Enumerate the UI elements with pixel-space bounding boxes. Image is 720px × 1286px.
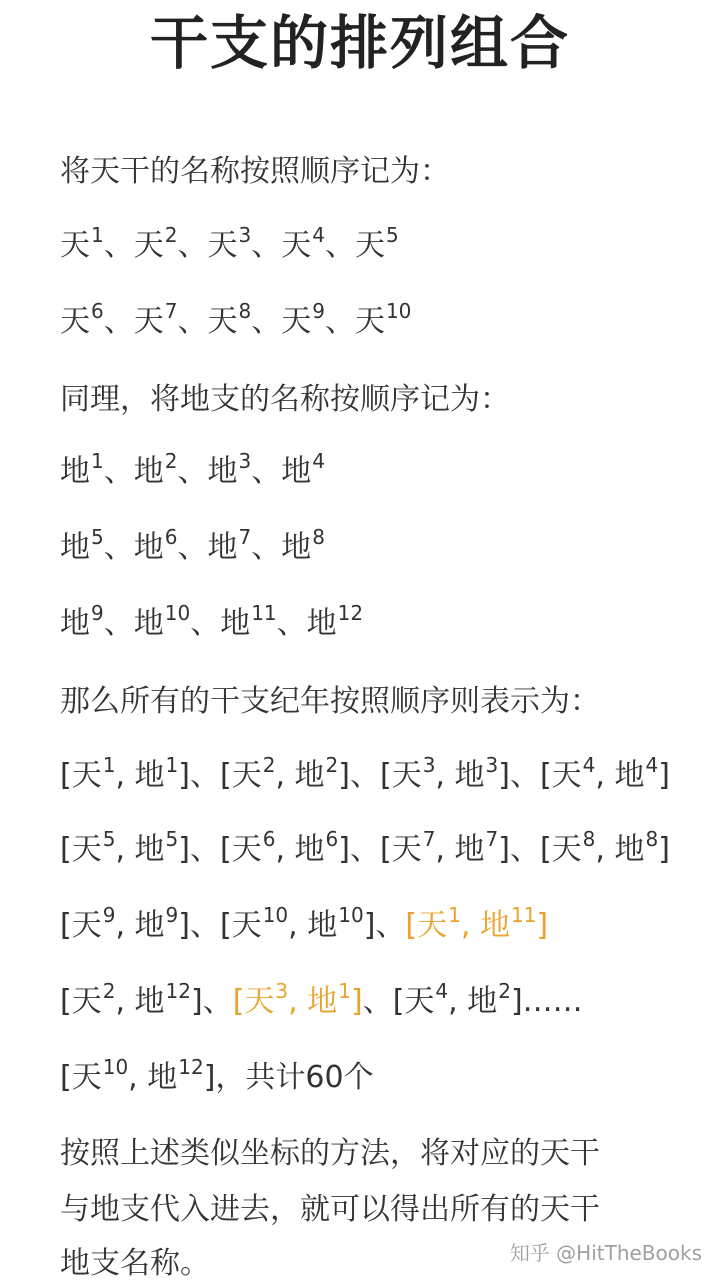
tian-char: 天 <box>244 984 275 1019</box>
di-char: 地 <box>60 606 90 641</box>
comma: , <box>595 832 615 867</box>
tian-index: 7 <box>164 299 178 323</box>
di-char: 地 <box>147 1060 178 1095</box>
separator: 、 <box>251 228 282 263</box>
comma: , <box>595 758 615 793</box>
di-char: 地 <box>134 984 165 1019</box>
di-char: 地 <box>133 454 164 489</box>
pair-row <box>60 979 583 1022</box>
tian-char: 天 <box>231 758 262 793</box>
ganzhi-pair <box>219 827 350 867</box>
conclusion-line-1: 按照上述类似坐标的方法，将对应的天干 <box>60 1136 600 1171</box>
di-index: 1 <box>338 979 351 1003</box>
tian-char: 天 <box>231 908 262 943</box>
di-char: 地 <box>133 606 164 641</box>
separator: 、 <box>509 832 540 867</box>
ganzhi-pair <box>60 1055 216 1095</box>
di-row <box>60 601 364 644</box>
tian-index: 5 <box>385 223 399 247</box>
di-index: 1 <box>165 753 179 777</box>
di-row <box>60 525 325 568</box>
di-index: 12 <box>165 979 191 1003</box>
tian-index: 1 <box>91 223 104 247</box>
bracket-open: [ <box>379 758 392 793</box>
separator: 、 <box>177 304 208 339</box>
di-char: 地 <box>294 758 325 793</box>
tian-char: 天 <box>71 758 102 793</box>
di-char: 地 <box>134 908 165 943</box>
tian-char: 天 <box>71 1060 102 1095</box>
tian-index: 6 <box>262 827 276 851</box>
tian-char: 天 <box>60 228 90 263</box>
di-index: 5 <box>165 827 179 851</box>
bracket-close: ] <box>178 832 190 867</box>
separator: 、 <box>103 606 134 641</box>
bracket-open: [ <box>219 758 232 793</box>
di-char: 地 <box>306 606 337 641</box>
comma: , <box>435 832 455 867</box>
ganzhi-pair <box>219 903 376 943</box>
bracket-close: ] <box>363 908 376 943</box>
di-char: 地 <box>307 984 338 1019</box>
watermark: 知乎 @HitTheBooks <box>509 1241 702 1265</box>
separator: 、 <box>509 758 540 793</box>
bracket-close: ] <box>178 908 190 943</box>
tian-char: 天 <box>354 228 385 263</box>
comma: , <box>448 984 468 1019</box>
tian-index: 6 <box>91 299 104 323</box>
di-index: 8 <box>645 827 659 851</box>
tian-index: 8 <box>582 827 596 851</box>
bracket-close: ] <box>203 1060 216 1095</box>
pair-row <box>60 827 670 870</box>
di-char: 地 <box>60 530 90 565</box>
di-index: 3 <box>238 449 252 473</box>
separator: 、 <box>251 304 282 339</box>
separator: 、 <box>177 228 208 263</box>
ganzhi-pair <box>539 753 670 793</box>
tian-char: 天 <box>391 758 422 793</box>
tian-char: 天 <box>551 758 582 793</box>
tian-index: 4 <box>582 753 596 777</box>
di-char: 地 <box>281 454 312 489</box>
ganzhi-pair <box>60 753 190 793</box>
tian-index: 3 <box>275 979 289 1003</box>
bracket-open: [ <box>219 832 232 867</box>
tian-index: 4 <box>435 979 449 1003</box>
bracket-close: ] <box>510 984 523 1019</box>
separator: 、 <box>251 454 282 489</box>
bracket-close: ] <box>338 832 350 867</box>
bracket-open: [ <box>60 832 72 867</box>
tian-index: 2 <box>102 979 116 1003</box>
di-index: 6 <box>325 827 339 851</box>
comma: , <box>128 1060 148 1095</box>
di-char: 地 <box>220 606 251 641</box>
comma: , <box>115 984 135 1019</box>
intro-tian-text: 将天干的名称按照顺序记为： <box>60 154 450 189</box>
di-index: 2 <box>164 449 178 473</box>
di-char: 地 <box>614 832 645 867</box>
bracket-close: ] <box>350 984 363 1019</box>
ganzhi-pair <box>539 827 670 867</box>
ganzhi-pair <box>379 753 510 793</box>
tian-index: 1 <box>102 753 116 777</box>
comma: , <box>115 758 135 793</box>
conclusion-line-2: 与地支代入进去，就可以得出所有的天干 <box>60 1192 600 1227</box>
di-char: 地 <box>479 908 510 943</box>
bracket-close: ] <box>536 908 549 943</box>
separator: 、 <box>362 984 393 1019</box>
di-index: 7 <box>485 827 499 851</box>
di-index: 2 <box>325 753 339 777</box>
tian-index: 10 <box>102 1055 129 1079</box>
di-char: 地 <box>207 530 238 565</box>
separator: 、 <box>177 530 208 565</box>
di-index: 11 <box>251 601 277 625</box>
di-index: 4 <box>645 753 659 777</box>
tian-index: 8 <box>238 299 252 323</box>
di-index: 11 <box>510 903 537 927</box>
separator: 、 <box>276 606 307 641</box>
ganzhi-pair <box>392 979 523 1019</box>
di-char: 地 <box>134 832 165 867</box>
tian-char: 天 <box>354 304 385 339</box>
di-index: 9 <box>91 601 104 625</box>
tian-index: 2 <box>262 753 276 777</box>
bracket-open: [ <box>379 832 392 867</box>
tian-index: 10 <box>262 903 289 927</box>
tian-char: 天 <box>207 304 238 339</box>
page-title: 干支的排列组合 <box>149 9 570 77</box>
pair-row <box>60 903 549 946</box>
pair-row <box>60 1055 374 1098</box>
separator: 、 <box>103 530 134 565</box>
tian-index: 5 <box>102 827 116 851</box>
di-char: 地 <box>281 530 312 565</box>
di-char: 地 <box>294 832 325 867</box>
tian-row <box>60 299 412 342</box>
separator: 、 <box>190 606 221 641</box>
ganzhi-pair <box>219 753 350 793</box>
di-index: 1 <box>91 449 104 473</box>
tian-index: 9 <box>102 903 116 927</box>
separator: 、 <box>189 758 220 793</box>
ganzhi-pair <box>60 979 203 1019</box>
tian-char: 天 <box>207 228 238 263</box>
di-index: 3 <box>485 753 499 777</box>
conclusion-line-3: 地支名称。 <box>60 1246 210 1281</box>
di-row <box>60 449 325 492</box>
bracket-open: [ <box>392 984 405 1019</box>
highlighted-pair <box>405 903 549 943</box>
tian-char: 天 <box>551 832 582 867</box>
bracket-open: [ <box>60 908 72 943</box>
comma: , <box>275 832 295 867</box>
row-suffix: ，共计60个 <box>215 1060 374 1095</box>
comma: , <box>115 832 135 867</box>
separator: 、 <box>349 758 380 793</box>
tian-char: 天 <box>71 984 102 1019</box>
tian-index: 3 <box>422 753 436 777</box>
di-char: 地 <box>60 454 90 489</box>
bracket-close: ] <box>338 758 350 793</box>
tian-char: 天 <box>404 984 435 1019</box>
bracket-open: [ <box>219 908 232 943</box>
tian-index: 1 <box>448 903 461 927</box>
tian-char: 天 <box>133 304 164 339</box>
separator: 、 <box>103 228 134 263</box>
highlighted-pair <box>232 979 363 1019</box>
row-suffix: …… <box>522 984 583 1019</box>
bracket-open: [ <box>539 758 552 793</box>
separator: 、 <box>202 984 233 1019</box>
tian-index: 10 <box>385 299 412 323</box>
comma: , <box>435 758 455 793</box>
bracket-open: [ <box>60 758 72 793</box>
tian-index: 2 <box>164 223 178 247</box>
tian-char: 天 <box>71 908 102 943</box>
bracket-close: ] <box>658 832 670 867</box>
comma: , <box>115 908 135 943</box>
tian-row <box>60 223 399 266</box>
tian-char: 天 <box>231 832 262 867</box>
di-char: 地 <box>614 758 645 793</box>
tian-char: 天 <box>60 304 90 339</box>
bracket-open: [ <box>60 1060 72 1095</box>
di-index: 7 <box>238 525 252 549</box>
bracket-close: ] <box>658 758 670 793</box>
separator: 、 <box>103 304 134 339</box>
intro-pairs-text: 那么所有的干支纪年按照顺序则表示为： <box>60 684 600 719</box>
di-index: 8 <box>312 525 325 549</box>
separator: 、 <box>375 908 406 943</box>
separator: 、 <box>103 454 134 489</box>
di-char: 地 <box>454 758 485 793</box>
comma: , <box>275 758 295 793</box>
bracket-close: ] <box>190 984 203 1019</box>
di-index: 10 <box>338 903 364 927</box>
bracket-open: [ <box>539 832 552 867</box>
tian-char: 天 <box>281 304 312 339</box>
di-index: 10 <box>164 601 191 625</box>
separator: 、 <box>324 304 355 339</box>
tian-index: 9 <box>312 299 325 323</box>
di-char: 地 <box>454 832 485 867</box>
comma: , <box>288 984 308 1019</box>
separator: 、 <box>324 228 355 263</box>
ganzhi-pair <box>60 827 190 867</box>
bracket-open: [ <box>405 908 418 943</box>
di-char: 地 <box>307 908 338 943</box>
bracket-close: ] <box>178 758 190 793</box>
separator: 、 <box>189 832 220 867</box>
tian-index: 4 <box>312 223 325 247</box>
separator: 、 <box>251 530 282 565</box>
tian-index: 3 <box>238 223 252 247</box>
di-char: 地 <box>467 984 498 1019</box>
ganzhi-pair <box>60 903 190 943</box>
di-index: 12 <box>337 601 364 625</box>
bracket-open: [ <box>232 984 245 1019</box>
di-char: 地 <box>207 454 238 489</box>
comma: , <box>460 908 480 943</box>
bracket-open: [ <box>60 984 72 1019</box>
pair-row <box>60 753 670 796</box>
tian-char: 天 <box>281 228 312 263</box>
di-char: 地 <box>134 758 165 793</box>
comma: , <box>288 908 308 943</box>
di-index: 5 <box>91 525 104 549</box>
di-index: 6 <box>164 525 178 549</box>
di-index: 2 <box>498 979 511 1003</box>
bracket-close: ] <box>498 758 510 793</box>
separator: 、 <box>189 908 220 943</box>
intro-di-text: 同理，将地支的名称按顺序记为： <box>60 382 510 417</box>
bracket-close: ] <box>498 832 510 867</box>
di-index: 9 <box>165 903 179 927</box>
separator: 、 <box>177 454 208 489</box>
ganzhi-pair <box>379 827 510 867</box>
tian-index: 7 <box>422 827 436 851</box>
tian-char: 天 <box>417 908 448 943</box>
di-index: 4 <box>312 449 325 473</box>
di-char: 地 <box>133 530 164 565</box>
tian-char: 天 <box>133 228 164 263</box>
tian-char: 天 <box>391 832 422 867</box>
di-index: 12 <box>178 1055 204 1079</box>
separator: 、 <box>349 832 380 867</box>
tian-char: 天 <box>71 832 102 867</box>
